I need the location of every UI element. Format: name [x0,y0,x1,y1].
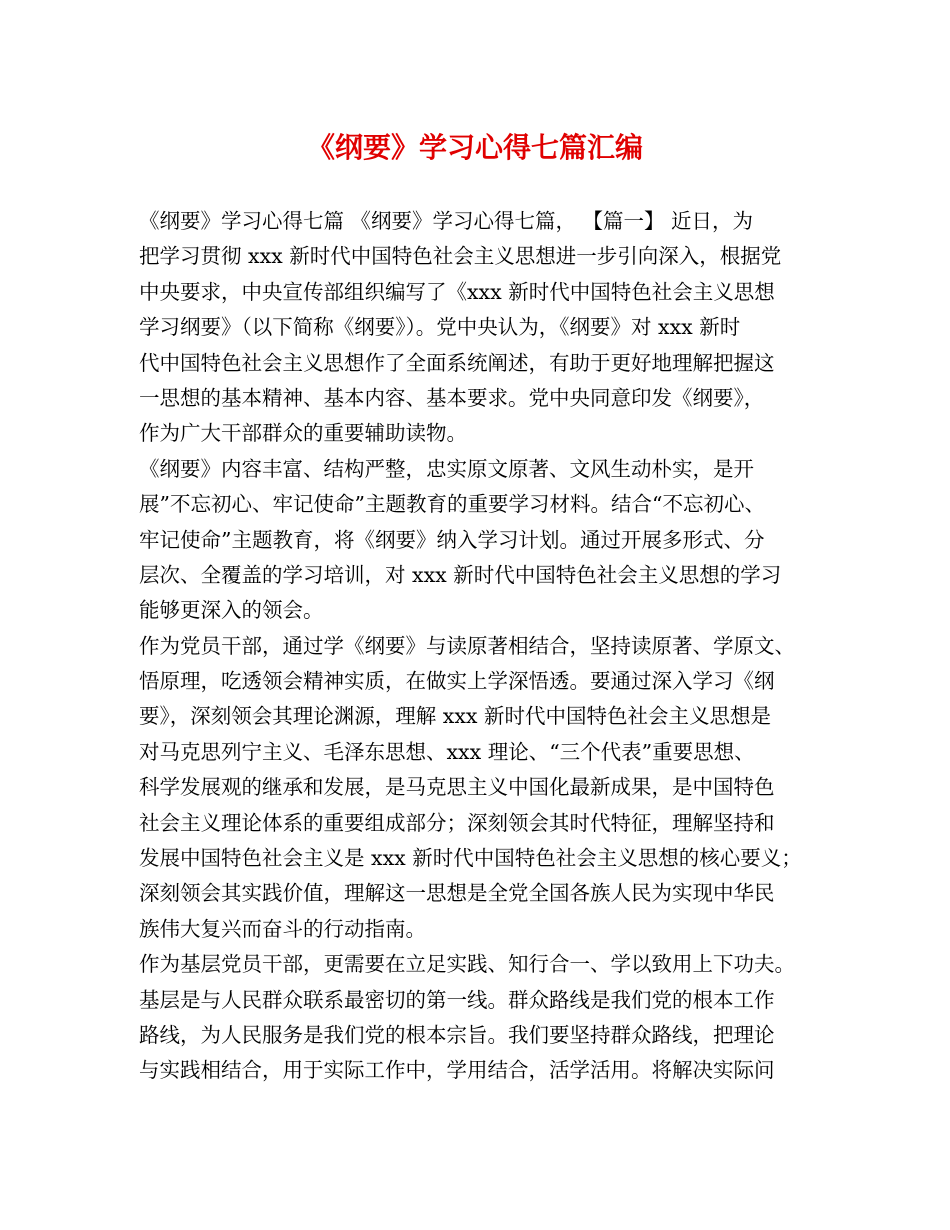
document-body [139,204,829,1089]
text-line: 《纲要》内容丰富、结构严整，忠实原文原著、文风生动朴实，是开 [139,456,754,481]
text-line: 作为基层党员干部，更需要在立足实践、知行合一、学以致用上下功夫。 [139,952,795,977]
text-line: 一思想的基本精神、基本内容、基本要求。党中央同意印发《纲要》， [139,385,765,410]
page-title: 《纲要》学习心得七篇汇编 [306,131,643,164]
text-line: 牢记使命”主题教育，将《纲要》纳入学习计划。通过开展多形式、分 [139,527,765,552]
text-line: 作为广大干部群众的重要辅助读物。 [139,421,467,446]
text-line: 作为党员干部，通过学《纲要》与读原著相结合，坚持读原著、学原文、 [139,633,795,658]
text-line: 把学习贯彻 xxx 新时代中国特色社会主义思想进一步引向深入，根据党 [139,244,782,269]
text-line: 层次、全覆盖的学习培训，对 xxx 新时代中国特色社会主义思想的学习 [139,562,782,587]
text-line: 中央要求，中央宣传部组织编写了《xxx 新时代中国特色社会主义思想 [139,279,775,304]
text-line: 代中国特色社会主义思想作了全面系统阐述，有助于更好地理解把握这 [139,350,775,375]
text-line: 要》，深刻领会其理论渊源，理解 xxx 新时代中国特色社会主义思想是 [139,704,771,729]
text-line: 能够更深入的领会。 [139,598,324,623]
text-line: 族伟大复兴而奋斗的行动指南。 [139,916,426,941]
text-line: 对马克思列宁主义、毛泽东思想、xxx 理论、“三个代表”重要思想、 [139,739,755,764]
text-line: 悟原理，吃透领会精神实质，在做实上学深悟透。要通过深入学习《纲 [139,669,775,694]
text-line: 科学发展观的继承和发展，是马克思主义中国化最新成果，是中国特色 [139,775,775,800]
text-line: 与实践相结合，用于实际工作中，学用结合，活学活用。将解决实际问 [139,1058,775,1083]
text-line: 路线，为人民服务是我们党的根本宗旨。我们要坚持群众路线，把理论 [139,1022,775,1047]
text-line: 学习纲要》（以下简称《纲要》）。党中央认为，《纲要》对 xxx 新时 [139,315,741,340]
text-line: 深刻领会其实践价值，理解这一思想是全党全国各族人民为实现中华民 [139,881,775,906]
text-line: 社会主义理论体系的重要组成部分；深刻领会其时代特征，理解坚持和 [139,810,775,835]
text-line: 展”不忘初心、牢记使命”主题教育的重要学习材料。结合“不忘初心、 [139,492,765,517]
text-line: 发展中国特色社会主义是 xxx 新时代中国特色社会主义思想的核心要义； [139,846,802,871]
text-line: 基层是与人民群众联系最密切的第一线。群众路线是我们党的根本工作 [139,987,775,1012]
text-line: 《纲要》学习心得七篇 《纲要》学习心得七篇， 【篇一】 近日，为 [139,209,754,233]
